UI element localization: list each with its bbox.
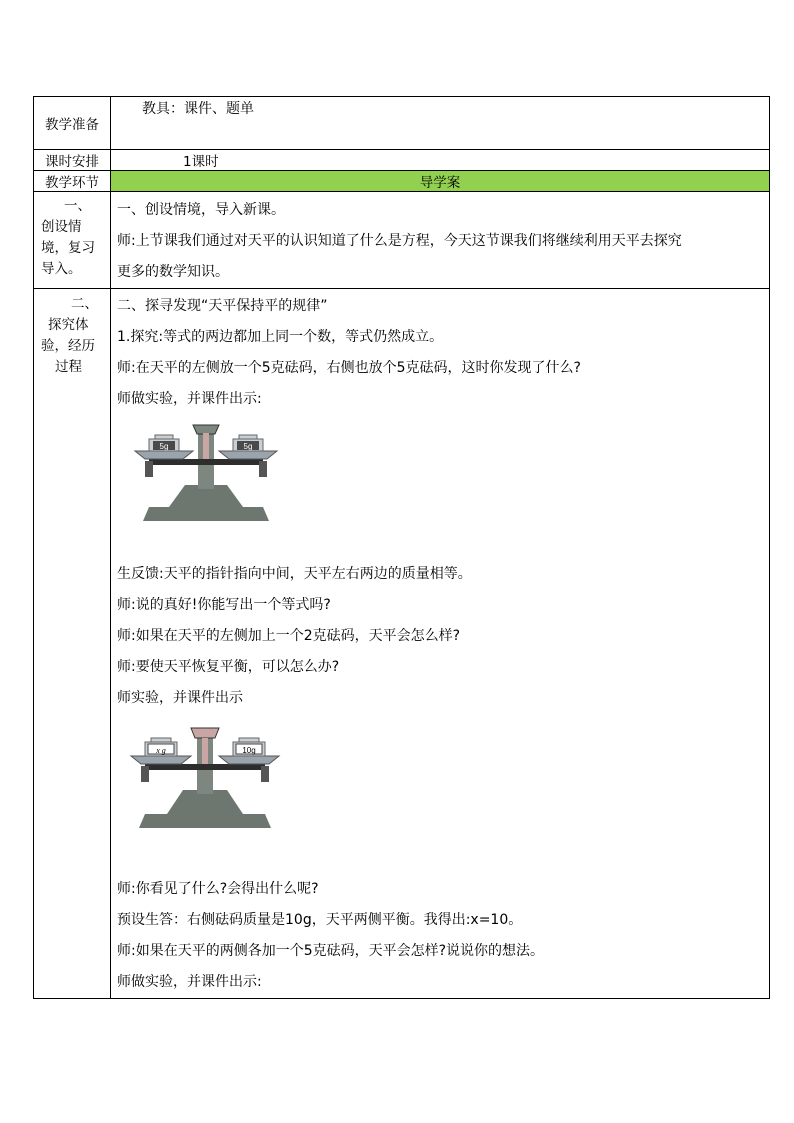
section1-label-cell [34,192,111,289]
section1-label-num: 一、 [64,198,91,214]
section1-line: 师:上节课我们通过对天平的认识知道了什么是方程，今天这节课我们将继续利用天平去探究 [117,233,682,249]
prep-label: 教学准备 [34,97,111,150]
section2-line: 生反馈:天平的指针指向中间，天平左右两边的质量相等。 [117,566,472,582]
section2-label-l2: 探究体 [48,317,89,333]
time-label: 课时安排 [34,150,111,171]
row-time [34,150,770,171]
balance-scale-icon [111,415,770,559]
balance-figure-1 [111,415,769,559]
section2-line: 师做实验，并课件出示: [117,391,262,407]
section2-line: 师做实验，并课件出示: [117,974,262,990]
balance-figure-2 [111,714,769,874]
time-content [111,150,770,171]
section2-line: 师:你看见了什么?会得出什么呢? [117,881,319,897]
row-section-1 [34,192,770,289]
section1-line: 一、创设情境，导入新课。 [117,202,285,218]
prep-text: 教具：课件、题单 [142,101,254,117]
section1-line: 更多的数学知识。 [117,264,229,280]
section2-line: 二、探寻发现“天平保持平的规律” [117,298,328,314]
row-stage [34,171,770,192]
section2-line: 师:要使天平恢复平衡，可以怎么办? [117,659,340,675]
section2-line: 师:说的真好!你能写出一个等式吗? [117,597,331,613]
left-weight-label: x g [156,746,166,755]
section1-label-l4: 导入。 [41,261,82,277]
section2-line: 预设生答：右侧砝码质量是10g，天平两侧平衡。我得出:x=10。 [117,912,523,928]
section1-label-l3: 境，复习 [41,240,95,256]
stage-header: 导学案 [111,171,770,192]
time-text: 1课时 [183,154,219,170]
section2-line: 师:如果在天平的两侧各加一个5克砝码，天平会怎样?说说你的想法。 [117,943,545,959]
section2-label-l4: 过程 [55,359,82,375]
section2-label-l3: 验，经历 [41,338,95,354]
left-weight-label: 5g [159,442,169,451]
section2-line: 1.探究:等式的两边都加上同一个数，等式仍然成立。 [117,329,444,345]
section2-line: 师:如果在天平的左侧加上一个2克砝码，天平会怎么样? [117,628,461,644]
row-preparation [34,97,770,150]
stage-label: 教学环节 [34,171,111,192]
section2-label-num: 二、 [71,296,98,312]
right-weight-label: 10g [242,746,256,755]
section2-line: 师:在天平的左侧放一个5克砝码，右侧也放个5克砝码，这时你发现了什么? [117,360,581,376]
row-section-2 [34,289,770,999]
prep-content [111,97,770,150]
section1-content [111,192,770,289]
section1-label-l2: 创设情 [41,219,82,235]
section2-content [111,289,770,999]
section2-label-cell [34,289,111,999]
right-weight-label: 5g [243,442,253,451]
lesson-plan-table [33,96,770,999]
balance-scale-icon [111,714,770,874]
section2-line: 师实验，并课件出示 [117,690,243,706]
